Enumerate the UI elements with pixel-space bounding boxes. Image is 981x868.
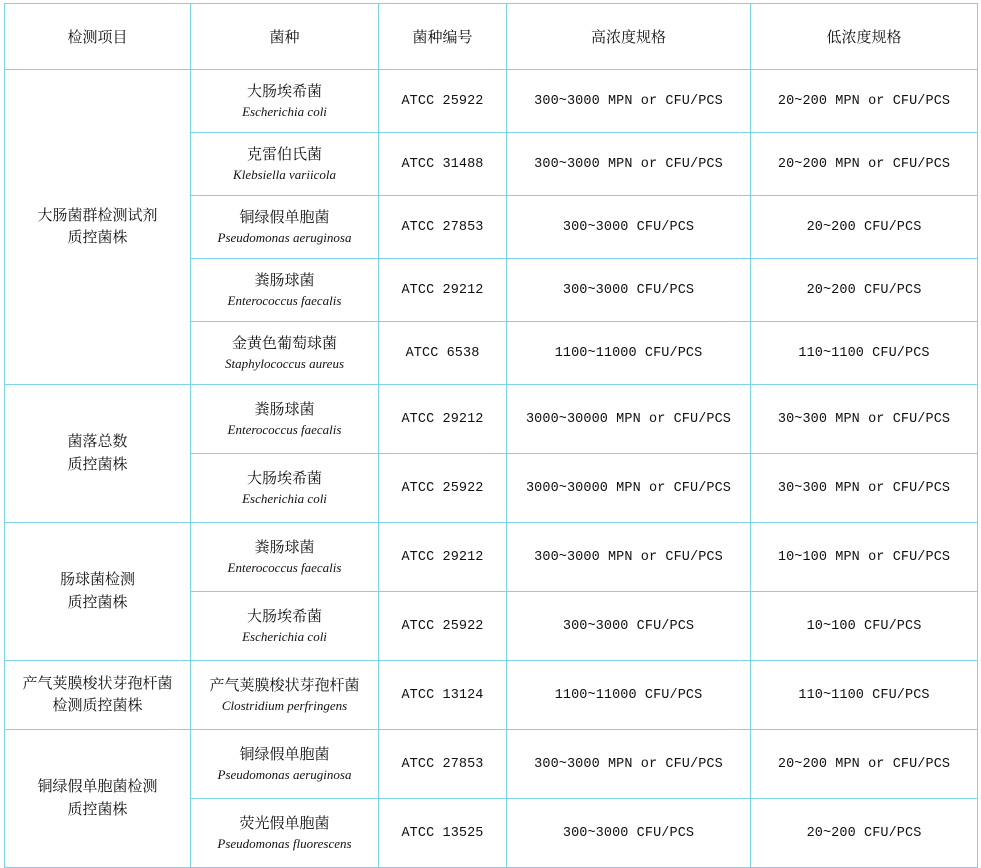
strain-code-cell: ATCC 6538 <box>379 322 507 385</box>
group-item-cell <box>5 730 191 868</box>
table-row <box>5 523 978 592</box>
group-item-line2: 检测质控菌株 <box>52 697 143 714</box>
low-concentration-cell: 30~300 MPN or CFU/PCS <box>751 454 978 523</box>
quality-control-strain-table <box>4 3 978 868</box>
group-item-cell <box>5 661 191 730</box>
strain-name-latin: Klebsiella variicola <box>233 166 336 182</box>
strain-name-cn: 克雷伯氏菌 <box>246 145 322 163</box>
strain-name-latin: Escherichia coli <box>242 628 327 644</box>
group-item-line1: 菌落总数 <box>67 433 128 450</box>
strain-name-cn: 金黄色葡萄球菌 <box>231 334 337 352</box>
strain-cell <box>191 133 379 196</box>
strain-code-cell: ATCC 25922 <box>379 454 507 523</box>
strain-name-cn: 铜绿假单胞菌 <box>239 745 330 763</box>
strain-cell <box>191 661 379 730</box>
group-item-cell <box>5 70 191 385</box>
column-header-low-concentration: 低浓度规格 <box>751 4 978 70</box>
high-concentration-cell: 3000~30000 MPN or CFU/PCS <box>507 454 751 523</box>
group-item-cell <box>5 385 191 523</box>
strain-cell <box>191 322 379 385</box>
high-concentration-cell: 1100~11000 CFU/PCS <box>507 322 751 385</box>
strain-cell <box>191 454 379 523</box>
strain-name-cn: 大肠埃希菌 <box>246 469 322 487</box>
low-concentration-cell: 20~200 CFU/PCS <box>751 799 978 868</box>
low-concentration-cell: 20~200 CFU/PCS <box>751 259 978 322</box>
strain-name-latin: Pseudomonas aeruginosa <box>217 229 352 245</box>
strain-code-cell: ATCC 31488 <box>379 133 507 196</box>
strain-code-cell: ATCC 29212 <box>379 385 507 454</box>
strain-name-cn: 粪肠球菌 <box>254 400 315 418</box>
low-concentration-cell: 10~100 MPN or CFU/PCS <box>751 523 978 592</box>
strain-code-cell: ATCC 27853 <box>379 196 507 259</box>
high-concentration-cell: 300~3000 MPN or CFU/PCS <box>507 730 751 799</box>
strain-name-latin: Pseudomonas aeruginosa <box>217 766 352 782</box>
strain-name-latin: Escherichia coli <box>242 103 327 119</box>
strain-code-cell: ATCC 29212 <box>379 259 507 322</box>
low-concentration-cell: 30~300 MPN or CFU/PCS <box>751 385 978 454</box>
high-concentration-cell: 300~3000 MPN or CFU/PCS <box>507 70 751 133</box>
low-concentration-cell: 20~200 MPN or CFU/PCS <box>751 70 978 133</box>
table-body <box>5 70 978 868</box>
high-concentration-cell: 300~3000 MPN or CFU/PCS <box>507 133 751 196</box>
strain-name-cn: 大肠埃希菌 <box>246 82 322 100</box>
strain-name-cn: 荧光假单胞菌 <box>239 814 330 832</box>
strain-name-latin: Enterococcus faecalis <box>227 559 342 575</box>
table-row <box>5 70 978 133</box>
low-concentration-cell: 10~100 CFU/PCS <box>751 592 978 661</box>
strain-code-cell: ATCC 13124 <box>379 661 507 730</box>
high-concentration-cell: 300~3000 CFU/PCS <box>507 259 751 322</box>
table-row <box>5 661 978 730</box>
table-row <box>5 730 978 799</box>
strain-name-cn: 粪肠球菌 <box>254 538 315 556</box>
strain-code-cell: ATCC 25922 <box>379 70 507 133</box>
high-concentration-cell: 300~3000 CFU/PCS <box>507 799 751 868</box>
group-item-line2: 质控菌株 <box>67 229 128 246</box>
low-concentration-cell: 110~1100 CFU/PCS <box>751 322 978 385</box>
strain-cell <box>191 592 379 661</box>
high-concentration-cell: 300~3000 CFU/PCS <box>507 592 751 661</box>
column-header-high-concentration: 高浓度规格 <box>507 4 751 70</box>
high-concentration-cell: 3000~30000 MPN or CFU/PCS <box>507 385 751 454</box>
strain-cell <box>191 259 379 322</box>
group-item-line2: 质控菌株 <box>67 455 128 473</box>
low-concentration-cell: 20~200 MPN or CFU/PCS <box>751 730 978 799</box>
strain-name-cn: 铜绿假单胞菌 <box>239 208 330 226</box>
strain-code-cell: ATCC 29212 <box>379 523 507 592</box>
group-item-line2: 质控菌株 <box>67 800 128 818</box>
strain-name-latin: Enterococcus faecalis <box>227 292 342 308</box>
group-item-line1: 铜绿假单胞菌检测 <box>37 778 158 795</box>
low-concentration-cell: 20~200 MPN or CFU/PCS <box>751 133 978 196</box>
table-header-row <box>5 4 978 70</box>
table-row <box>5 385 978 454</box>
high-concentration-cell: 300~3000 MPN or CFU/PCS <box>507 523 751 592</box>
strain-cell <box>191 730 379 799</box>
strain-code-cell: ATCC 25922 <box>379 592 507 661</box>
strain-name-cn: 大肠埃希菌 <box>246 607 322 625</box>
strain-name-cn: 产气荚膜梭状芽孢杆菌 <box>209 676 360 694</box>
strain-name-latin: Staphylococcus aureus <box>224 355 345 371</box>
strain-cell <box>191 385 379 454</box>
strain-cell <box>191 196 379 259</box>
group-item-cell <box>5 523 191 661</box>
strain-name-latin: Clostridium perfringens <box>221 697 348 713</box>
group-item-line1: 肠球菌检测 <box>59 571 135 588</box>
strain-name-cn: 粪肠球菌 <box>254 271 315 289</box>
column-header-item: 检测项目 <box>5 4 191 70</box>
column-header-strain-code: 菌种编号 <box>379 4 507 70</box>
strain-code-cell: ATCC 13525 <box>379 799 507 868</box>
strain-name-latin: Pseudomonas fluorescens <box>217 835 352 851</box>
group-item-line2: 质控菌株 <box>67 593 128 611</box>
low-concentration-cell: 20~200 CFU/PCS <box>751 196 978 259</box>
group-item-line1: 产气荚膜梭状芽孢杆菌 <box>22 674 173 692</box>
strain-name-latin: Enterococcus faecalis <box>227 421 342 437</box>
strain-code-cell: ATCC 27853 <box>379 730 507 799</box>
strain-cell <box>191 523 379 592</box>
strain-cell <box>191 70 379 133</box>
strain-cell <box>191 799 379 868</box>
high-concentration-cell: 1100~11000 CFU/PCS <box>507 661 751 730</box>
high-concentration-cell: 300~3000 CFU/PCS <box>507 196 751 259</box>
table-header <box>5 4 978 70</box>
low-concentration-cell: 110~1100 CFU/PCS <box>751 661 978 730</box>
strain-name-latin: Escherichia coli <box>242 490 327 506</box>
group-item-line1: 大肠菌群检测试剂 <box>37 206 158 224</box>
column-header-strain: 菌种 <box>191 4 379 70</box>
